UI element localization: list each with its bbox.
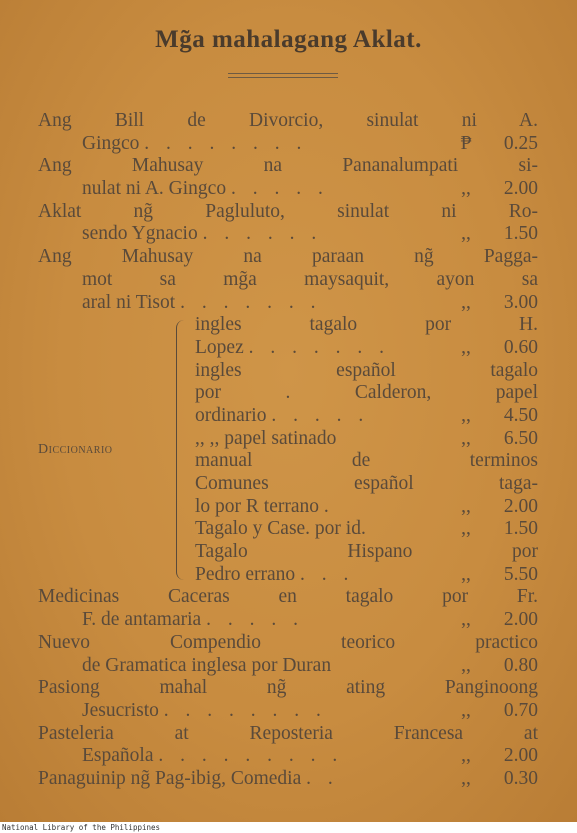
entry-line [38,178,538,201]
entry-line [38,133,538,156]
book-list [38,110,538,791]
entry-text [195,405,447,428]
entry-text [195,428,447,451]
entry-line [195,473,538,496]
entry-line [195,360,538,383]
currency-mark: ,, [461,291,471,313]
price: 2.00 [503,495,538,517]
entry-text [38,201,538,224]
entry-text [82,745,447,768]
entry-text [195,473,538,496]
price: 3.00 [503,291,538,313]
entry-title: aral ni Tisot [82,291,176,313]
entry-title: Comunes español taga- [195,473,538,494]
entry-title: Pedro errano [195,563,296,585]
currency-mark: ,, [461,404,471,426]
entry-line [195,382,538,405]
entry-line [38,246,538,269]
price: 5.50 [503,563,538,585]
entry-line [38,292,538,315]
price: 2.00 [503,745,538,767]
entry-line [195,450,538,473]
leader-dots: . . . . . . . . . [158,745,344,767]
entry-title: de Gramatica inglesa por Duran [82,654,332,676]
book-entry [38,632,538,677]
entry-line [38,655,538,678]
entry-line [38,609,538,632]
price: 2.00 [503,609,538,631]
entry-title: Pasteleria at Reposteria Francesa at [38,722,538,744]
entry-line [38,110,538,133]
currency-mark: ,, [461,654,471,676]
entry-title: ingles tagalo por H. [195,314,538,336]
entry-line [38,768,538,791]
entry-title: Panaguinip ng̃ Pag-ibig, Comedia [38,767,302,789]
entry-line [38,632,538,655]
entry-title: Aklat ng̃ Pagluluto, sinulat ni Ro- [38,200,538,222]
entry-text [82,655,447,678]
currency-mark: ,, [461,609,471,631]
entry-text [82,609,447,632]
price: 0.80 [503,654,538,676]
entry-title: ,, ,, papel satinado [195,427,337,449]
book-entry [38,768,538,791]
entry-title: Ang Bill de Divorcio, sinulat ni A. [38,110,538,131]
entry-line [38,723,538,746]
entry-text [82,269,538,292]
currency-mark: ,, [461,178,471,200]
entry-text [195,314,538,337]
entry-title: ordinario [195,404,267,426]
book-entry [38,723,538,768]
leader-dots: . . . . . [206,609,304,631]
currency-mark: ,, [461,699,471,721]
entry-text [195,382,538,405]
currency-mark: ,, [461,563,471,585]
entry-title: Medicinas Caceras en tagalo por Fr. [38,586,538,608]
book-entry [38,110,538,155]
entry-text [195,496,447,519]
entry-title: ingles español tagalo [195,359,538,381]
currency-mark: ,, [461,427,471,449]
book-list-top [38,110,538,314]
price: 1.50 [503,223,538,245]
entry-title: Española [82,745,154,767]
entry-line [195,405,538,428]
leader-dots: . . . [300,563,355,585]
dictionary-group [38,314,538,586]
entry-title: por . Calderon, papel [195,382,538,404]
entry-line [195,337,538,360]
title-rule-lower [228,77,338,78]
book-entry [38,246,538,314]
entry-title: Ang Mahusay na Pananalumpati si- [38,155,538,177]
leader-dots: . . . . . [271,404,370,426]
leader-dots: . . [306,767,339,789]
entry-title: Tagalo Hispano por [195,541,538,563]
entry-text [82,223,447,246]
entry-line [38,155,538,178]
entry-text [38,155,538,178]
entry-line [195,518,538,541]
entry-title: nulat ni A. Gingco [82,178,227,200]
entry-text [195,564,447,587]
entry-line [195,428,538,451]
book-entry [38,586,538,631]
price: 0.30 [503,767,538,789]
dictionary-brace [176,320,187,580]
price: 0.60 [503,336,538,358]
book-entry [38,677,538,722]
dictionary-items [187,314,538,586]
entry-line [38,269,538,292]
entry-title: Jesucristo [82,699,159,721]
entry-text [38,110,538,133]
entry-title: Nuevo Compendio teorico practico [38,631,538,653]
price: 6.50 [503,427,538,449]
entry-line [38,677,538,700]
entry-line [195,496,538,519]
price: 2.00 [503,178,538,200]
entry-line [38,201,538,224]
entry-title: Pasiong mahal ng̃ ating Panginoong [38,677,538,699]
entry-text [82,178,447,201]
currency-mark: ,, [461,767,471,789]
entry-line [195,314,538,337]
entry-title: Gingco [82,132,140,154]
entry-title: lo por R terrano . [195,495,329,517]
entry-line [38,745,538,768]
entry-line [195,564,538,587]
entry-text [195,541,538,564]
price: 0.70 [503,699,538,721]
entry-line [38,700,538,723]
page-title: Mg̃a mahalagang Aklat. [155,26,422,53]
leader-dots: . . . . . . . . [144,132,308,154]
entry-title: F. de antamaria [82,609,202,631]
leader-dots: . . . . . . . [180,291,322,313]
entry-text [38,768,447,791]
currency-mark: ,, [461,495,471,517]
entry-line [195,541,538,564]
title-rule-upper [228,73,338,74]
entry-text [82,700,447,723]
book-entry [38,155,538,200]
entry-text [82,133,447,156]
leader-dots: . . . . . [230,178,329,200]
entry-text [38,677,538,700]
entry-title: sendo Ygnacio [82,223,198,245]
leader-dots: . . . . . . . . [163,699,327,721]
entry-text [38,723,538,746]
currency-mark: ,, [461,518,471,540]
entry-text [38,586,538,609]
leader-dots: . . . . . . [202,223,323,245]
entry-text [195,518,447,541]
entry-title: mot sa mg̃a maysaquit, ayon sa [82,268,538,290]
entry-title: Lopez [195,336,244,358]
entry-title: Tagalo y Case. por id. [195,518,366,540]
entry-line [38,223,538,246]
entry-text [38,246,538,269]
library-credit: National Library of the Philippines [0,822,577,833]
entry-text [38,632,538,655]
price: 1.50 [503,518,538,540]
price: 4.50 [503,404,538,426]
dictionary-label: Diccionario [38,441,113,457]
book-entry [38,201,538,246]
leader-dots: . . . . . . . [248,336,390,358]
entry-text [195,337,447,360]
entry-text [82,292,447,315]
entry-title: manual de terminos [195,450,538,472]
entry-line [38,586,538,609]
currency-mark: ,, [461,223,471,245]
entry-title: Ang Mahusay na paraan ng̃ Pagga- [38,246,538,268]
currency-mark: ,, [461,745,471,767]
price: 0.25 [503,132,538,154]
currency-mark: ,, [461,336,471,358]
entry-text [195,450,538,473]
book-list-bottom [38,586,538,790]
entry-text [195,360,538,383]
currency-mark: ₱ [460,132,472,154]
